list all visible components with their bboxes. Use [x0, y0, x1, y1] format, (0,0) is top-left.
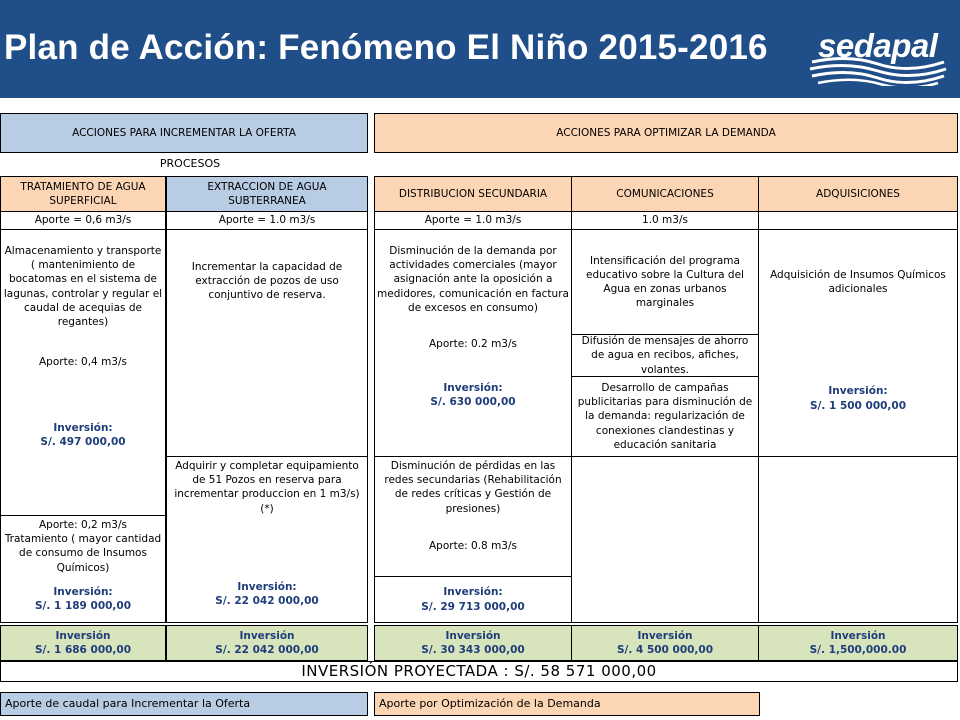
action-insumos-quimicos [758, 229, 958, 457]
investment-label: Inversión: [237, 580, 297, 593]
investment-label: Inversión: [828, 385, 888, 398]
action-text: Adquisición de Insumos Químicos adicionales [770, 269, 946, 296]
aporte-adquisiciones [758, 211, 958, 230]
action-aporte: Aporte: 0,4 m3/s [39, 356, 127, 369]
investment-label: Inversión: [53, 422, 113, 435]
total-amount: S/. 22 042 000,00 [215, 644, 319, 656]
investment-amount: S/. 1 189 000,00 [34, 599, 132, 612]
investment-amount: S/. 22 042 000,00 [215, 594, 319, 607]
action-demanda-comercial [374, 229, 572, 457]
total-amount: S/. 1 686 000,00 [34, 644, 132, 656]
total-comunicaciones [571, 625, 759, 661]
logo-waves-icon [808, 56, 948, 86]
investment-amount: S/. 29 713 000,00 [421, 600, 525, 613]
total-label: Inversión [55, 629, 111, 642]
investment-amount: S/. 497 000,00 [40, 436, 126, 449]
action-incrementar-pozos [166, 229, 368, 457]
investment-label: Inversión: [53, 585, 113, 598]
action-text: Difusión de mensajes de ahorro de agua en recibos, afiches, volantes. [581, 335, 749, 376]
aporte-distribucion: Aporte = 1.0 m3/s [374, 211, 572, 230]
investment-label: Inversión: [443, 586, 503, 599]
total-tratamiento [0, 625, 166, 661]
aporte-extraccion: Aporte = 1.0 m3/s [166, 211, 368, 230]
empty-cell [758, 456, 958, 623]
projected-investment: INVERSIÓN PROYECTADA : S/. 58 571 000,00 [0, 661, 958, 682]
sedapal-logo: sedapal [818, 27, 938, 64]
col-header-tratamiento: TRATAMIENTO DE AGUA SUPERFICIAL [0, 176, 166, 212]
investment-amount: S/. 1 500 000,00 [809, 399, 907, 412]
action-text: Desarrollo de campañas publicitarias para disminución de la demanda: regularización de conexiones clandestinas y educación sanitaria [577, 382, 753, 451]
action-programa-educativo [571, 229, 759, 335]
col-header-distribucion: DISTRIBUCION SECUNDARIA [374, 176, 572, 212]
investment-amount: S/. 630 000,00 [430, 396, 516, 409]
total-distribucion [374, 625, 572, 661]
action-tratamiento-quimico [0, 515, 166, 623]
action-aporte: Aporte: 0.2 m3/s [429, 337, 517, 350]
action-campanas-publicitarias [571, 376, 759, 457]
page-title: Plan de Acción: Fenómeno El Niño 2015-2016 [4, 28, 768, 67]
col-header-adquisiciones: ADQUISICIONES [758, 176, 958, 212]
total-label: Inversión [830, 629, 886, 642]
action-aporte: Aporte: 0.8 m3/s [429, 540, 517, 552]
total-label: Inversión [239, 629, 295, 642]
action-text: Disminución de la demanda por actividades comerciales (mayor asignación ante la oposición a medidores, comunicación en factura de excesos en consumo) [377, 245, 569, 314]
total-adquisiciones [758, 625, 958, 661]
legend-oferta: Aporte de caudal para Incrementar la Oferta [0, 692, 368, 716]
action-text: Disminución de pérdidas en las redes secundarias (Rehabilitación de redes críticas y Gestión de presiones) [384, 460, 562, 515]
section-oferta: ACCIONES PARA INCREMENTAR LA OFERTA [0, 113, 368, 153]
col-header-extraccion: EXTRACCION DE AGUA SUBTERRANEA [166, 176, 368, 212]
empty-cell [571, 456, 759, 623]
action-perdidas-redes [374, 456, 572, 577]
total-amount: S/. 4 500 000,00 [616, 644, 714, 656]
total-amount: S/. 30 343 000,00 [421, 644, 525, 656]
legend-demanda: Aporte por Optimización de la Demanda [374, 692, 760, 716]
action-text: Intensificación del programa educativo sobre la Cultura del Agua en zonas urbanos marginales [586, 254, 744, 310]
investment-perdidas [374, 576, 572, 623]
aporte-comunicaciones: 1.0 m3/s [571, 211, 759, 230]
action-text: Tratamiento ( mayor cantidad de consumo de Insumos Químicos) [4, 533, 162, 574]
action-difusion-mensajes [571, 334, 759, 377]
investment-label: Inversión: [443, 382, 503, 395]
action-text: Incrementar la capacidad de extracción de pozos de uso conjuntivo de reserva. [191, 261, 343, 302]
action-almacenamiento [0, 229, 166, 516]
procesos-label: PROCESOS [159, 157, 221, 170]
action-text: Adquirir y completar equipamiento de 51 Pozos en reserva para incrementar produccion en 1 m3/s) (*) [174, 460, 360, 515]
action-aporte: Aporte: 0,2 m3/s [39, 519, 127, 531]
action-equipamiento-pozos [166, 456, 368, 623]
action-text: Almacenamiento y transporte ( mantenimiento de bocatomas en el sistema de lagunas, controlar y regular el caudal de acequias de regantes) [3, 245, 163, 328]
col-header-comunicaciones: COMUNICACIONES [571, 176, 759, 212]
total-amount: S/. 1,500,000.00 [809, 644, 907, 656]
section-demanda: ACCIONES PARA OPTIMIZAR LA DEMANDA [374, 113, 958, 153]
total-extraccion [166, 625, 368, 661]
aporte-tratamiento: Aporte = 0,6 m3/s [0, 211, 166, 230]
total-label: Inversión [637, 629, 693, 642]
total-label: Inversión [445, 629, 501, 642]
